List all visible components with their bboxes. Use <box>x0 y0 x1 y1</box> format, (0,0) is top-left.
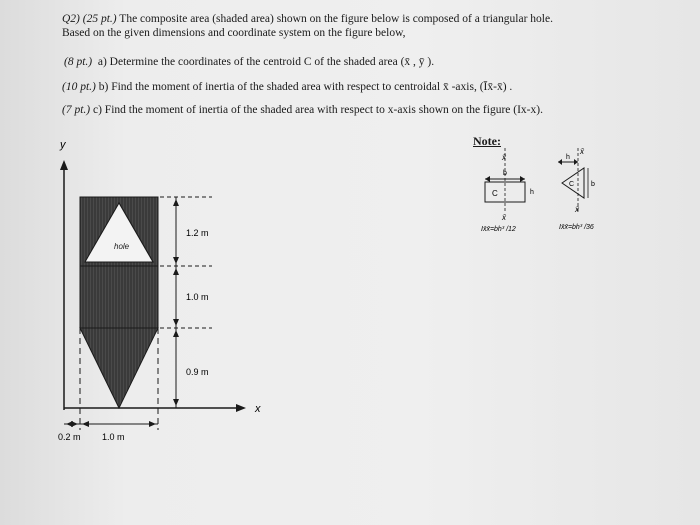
hdim-arrow-4 <box>149 421 156 427</box>
dim-arrow-1-top <box>173 199 179 206</box>
y-axis-label: y <box>60 139 66 151</box>
part-a-points: (8 pt.) <box>64 56 93 68</box>
dim-arrow-3-bottom <box>173 399 179 406</box>
rect-b-arrow-left <box>485 176 490 182</box>
dimension-3-label: 0.9 m <box>186 367 209 377</box>
dim-arrow-2-top <box>173 268 179 275</box>
bottom-offset-label: 0.2 m <box>58 432 81 442</box>
question-line-2: Based on the given dimensions and coordinate system on the figure below, <box>62 27 406 39</box>
rect-h-label: h <box>530 189 534 196</box>
note-title: Note: <box>473 134 501 148</box>
dim-arrow-2-bottom <box>173 319 179 326</box>
rect-xbar-bottom: x̄ <box>502 213 506 222</box>
dim-arrow-1-bottom <box>173 257 179 264</box>
part-b-points: (10 pt.) <box>62 81 96 93</box>
tri-h-arrow-right <box>574 159 578 165</box>
tri-xbar-bottom: x̄ <box>575 205 579 214</box>
hdim-arrow-3 <box>82 421 89 427</box>
tri-c-label: C <box>569 181 575 188</box>
dim-arrow-3-top <box>173 330 179 337</box>
hole-label: hole <box>114 242 130 251</box>
part-c-text: c) Find the moment of inertia of the shaded area with respect to x-axis shown on the figure (Ix-x). <box>92 104 543 116</box>
question-number: Q2) (25 pt.) <box>62 13 117 25</box>
rect-formula: Ix̄x̄=bh³ /12 <box>481 226 516 233</box>
tri-b-label: b <box>591 181 595 188</box>
dimension-1-label: 1.2 m <box>186 228 209 238</box>
hdim-arrow-2 <box>71 421 78 427</box>
tri-xbar-top: x̄ <box>580 147 584 156</box>
rect-c-label: C <box>492 189 498 198</box>
bottom-width-label: 1.0 m <box>102 432 125 442</box>
dimension-2-label: 1.0 m <box>186 292 209 302</box>
tri-h-label: h <box>566 154 570 161</box>
question-intro: The composite area (shaded area) shown on the figure below is composed of a triangular hole. <box>119 13 553 25</box>
part-c-points: (7 pt.) <box>62 104 91 116</box>
part-b-text: b) Find the moment of inertia of the shaded area with respect to centroidal x̄ -axis, (Īx̄-x̄) . <box>98 81 513 93</box>
rect-xbar-top: x̄ <box>502 153 506 162</box>
y-axis-arrow <box>60 160 68 170</box>
tri-formula: Ix̄x̄=bh³ /36 <box>559 224 594 231</box>
x-axis-arrow <box>236 404 246 412</box>
middle-rectangle <box>80 266 158 328</box>
x-axis-label: x <box>255 403 261 415</box>
tri-h-arrow-left <box>558 159 562 165</box>
bottom-triangle <box>80 328 158 408</box>
rect-b-arrow-right <box>520 176 525 182</box>
rect-b-label: b <box>503 170 507 177</box>
part-a-text: a) Determine the coordinates of the centroid C of the shaded area (x̄ , ȳ ). <box>97 56 435 68</box>
